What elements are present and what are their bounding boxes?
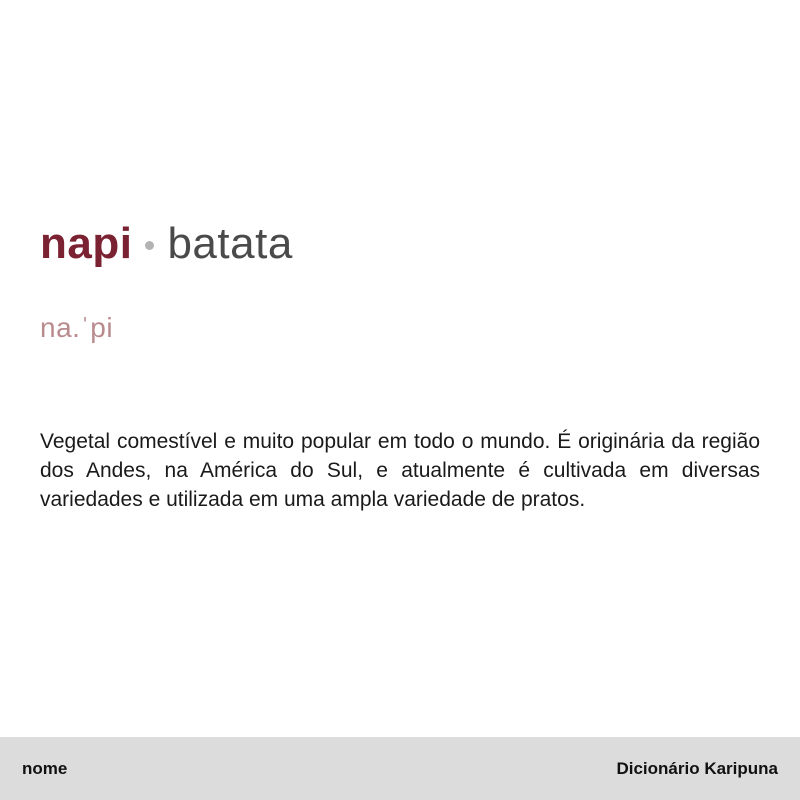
pronunciation: na.ˈpi bbox=[40, 312, 114, 343]
headword: napi bbox=[40, 219, 133, 268]
definition-text: Vegetal comestível e muito popular em todo o mundo. É originária da região dos Andes, na América do Sul, e atualmente é cultivada em diversas variedades e utilizada em uma ampla variedade de pratos. bbox=[40, 430, 760, 511]
dot-separator-icon bbox=[145, 241, 154, 250]
translation: batata bbox=[167, 219, 293, 268]
footer-right-label: Dicionário Karipuna bbox=[616, 758, 778, 778]
footer-bar bbox=[0, 737, 800, 800]
entry-headline bbox=[40, 219, 293, 268]
footer-left-label: nome bbox=[22, 758, 68, 778]
